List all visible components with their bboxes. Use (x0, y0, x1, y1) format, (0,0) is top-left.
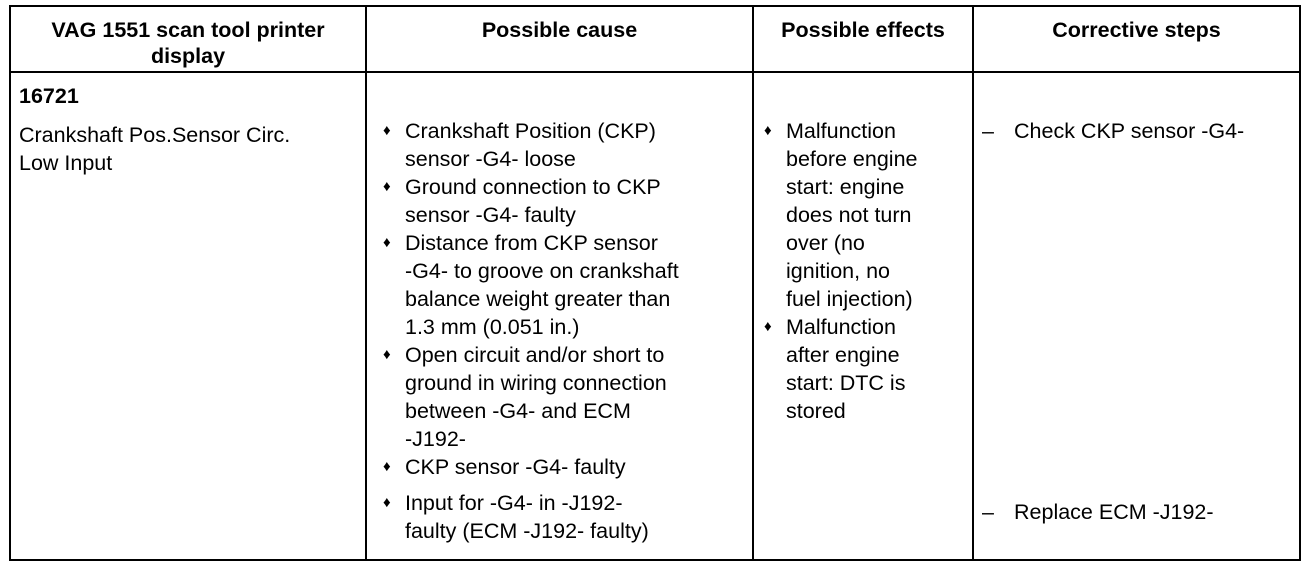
header-scan-tool-display: VAG 1551 scan tool printer display (10, 6, 366, 72)
bullet-diamond-icon: ♦ (383, 494, 391, 511)
table-header (10, 6, 1300, 72)
bullet-diamond-icon: ♦ (383, 458, 391, 475)
cause-item (383, 453, 746, 481)
header-corrective-steps: Corrective steps (973, 6, 1300, 72)
cause-item (383, 489, 746, 545)
header-row (10, 6, 1300, 72)
dtc-table (9, 5, 1301, 561)
effect-item (764, 313, 968, 425)
dash-icon: – (982, 119, 994, 143)
cause-text: Open circuit and/or short to ground in wiring connection between -G4- and ECM -J192- (405, 343, 667, 451)
step-text: Check CKP sensor -G4- (1014, 119, 1245, 143)
cause-item (383, 117, 746, 173)
cause-text: Distance from CKP sensor -G4- to groove on crankshaft balance weight greater than 1.3 mm (0.051 in.) (405, 231, 679, 339)
effects-cell (753, 72, 973, 560)
table-row (10, 72, 1300, 560)
cause-text: Input for -G4- in -J192- faulty (ECM -J192- faulty) (405, 491, 649, 543)
cause-item (383, 229, 746, 341)
cause-text: Ground connection to CKP sensor -G4- faulty (405, 175, 661, 227)
cause-item (383, 173, 746, 229)
bullet-diamond-icon: ♦ (383, 234, 391, 251)
step-item (982, 117, 1293, 145)
step-item (982, 498, 1293, 526)
cause-text: Crankshaft Position (CKP) sensor -G4- loose (405, 119, 656, 171)
effect-text: Malfunction before engine start: engine does not turn over (no ignition, no fuel injection) (786, 119, 918, 311)
cause-list (383, 117, 746, 545)
steps-cell (973, 72, 1300, 560)
display-cell (10, 72, 366, 560)
effects-list (764, 117, 968, 425)
cause-item (383, 341, 746, 453)
bullet-diamond-icon: ♦ (383, 122, 391, 139)
cause-cell (366, 72, 753, 560)
cause-text: CKP sensor -G4- faulty (405, 455, 626, 479)
dtc-code: 16721 (19, 84, 79, 108)
dtc-description: Crankshaft Pos.Sensor Circ. Low Input (19, 123, 291, 175)
table-body (10, 72, 1300, 560)
header-possible-cause: Possible cause (366, 6, 753, 72)
step-text: Replace ECM -J192- (1014, 500, 1214, 524)
effect-item (764, 117, 968, 313)
bullet-diamond-icon: ♦ (383, 178, 391, 195)
bullet-diamond-icon: ♦ (383, 346, 391, 363)
bullet-diamond-icon: ♦ (764, 122, 772, 139)
header-possible-effects: Possible effects (753, 6, 973, 72)
bullet-diamond-icon: ♦ (764, 318, 772, 335)
dash-icon: – (982, 500, 994, 524)
effect-text: Malfunction after engine start: DTC is stored (786, 315, 906, 423)
